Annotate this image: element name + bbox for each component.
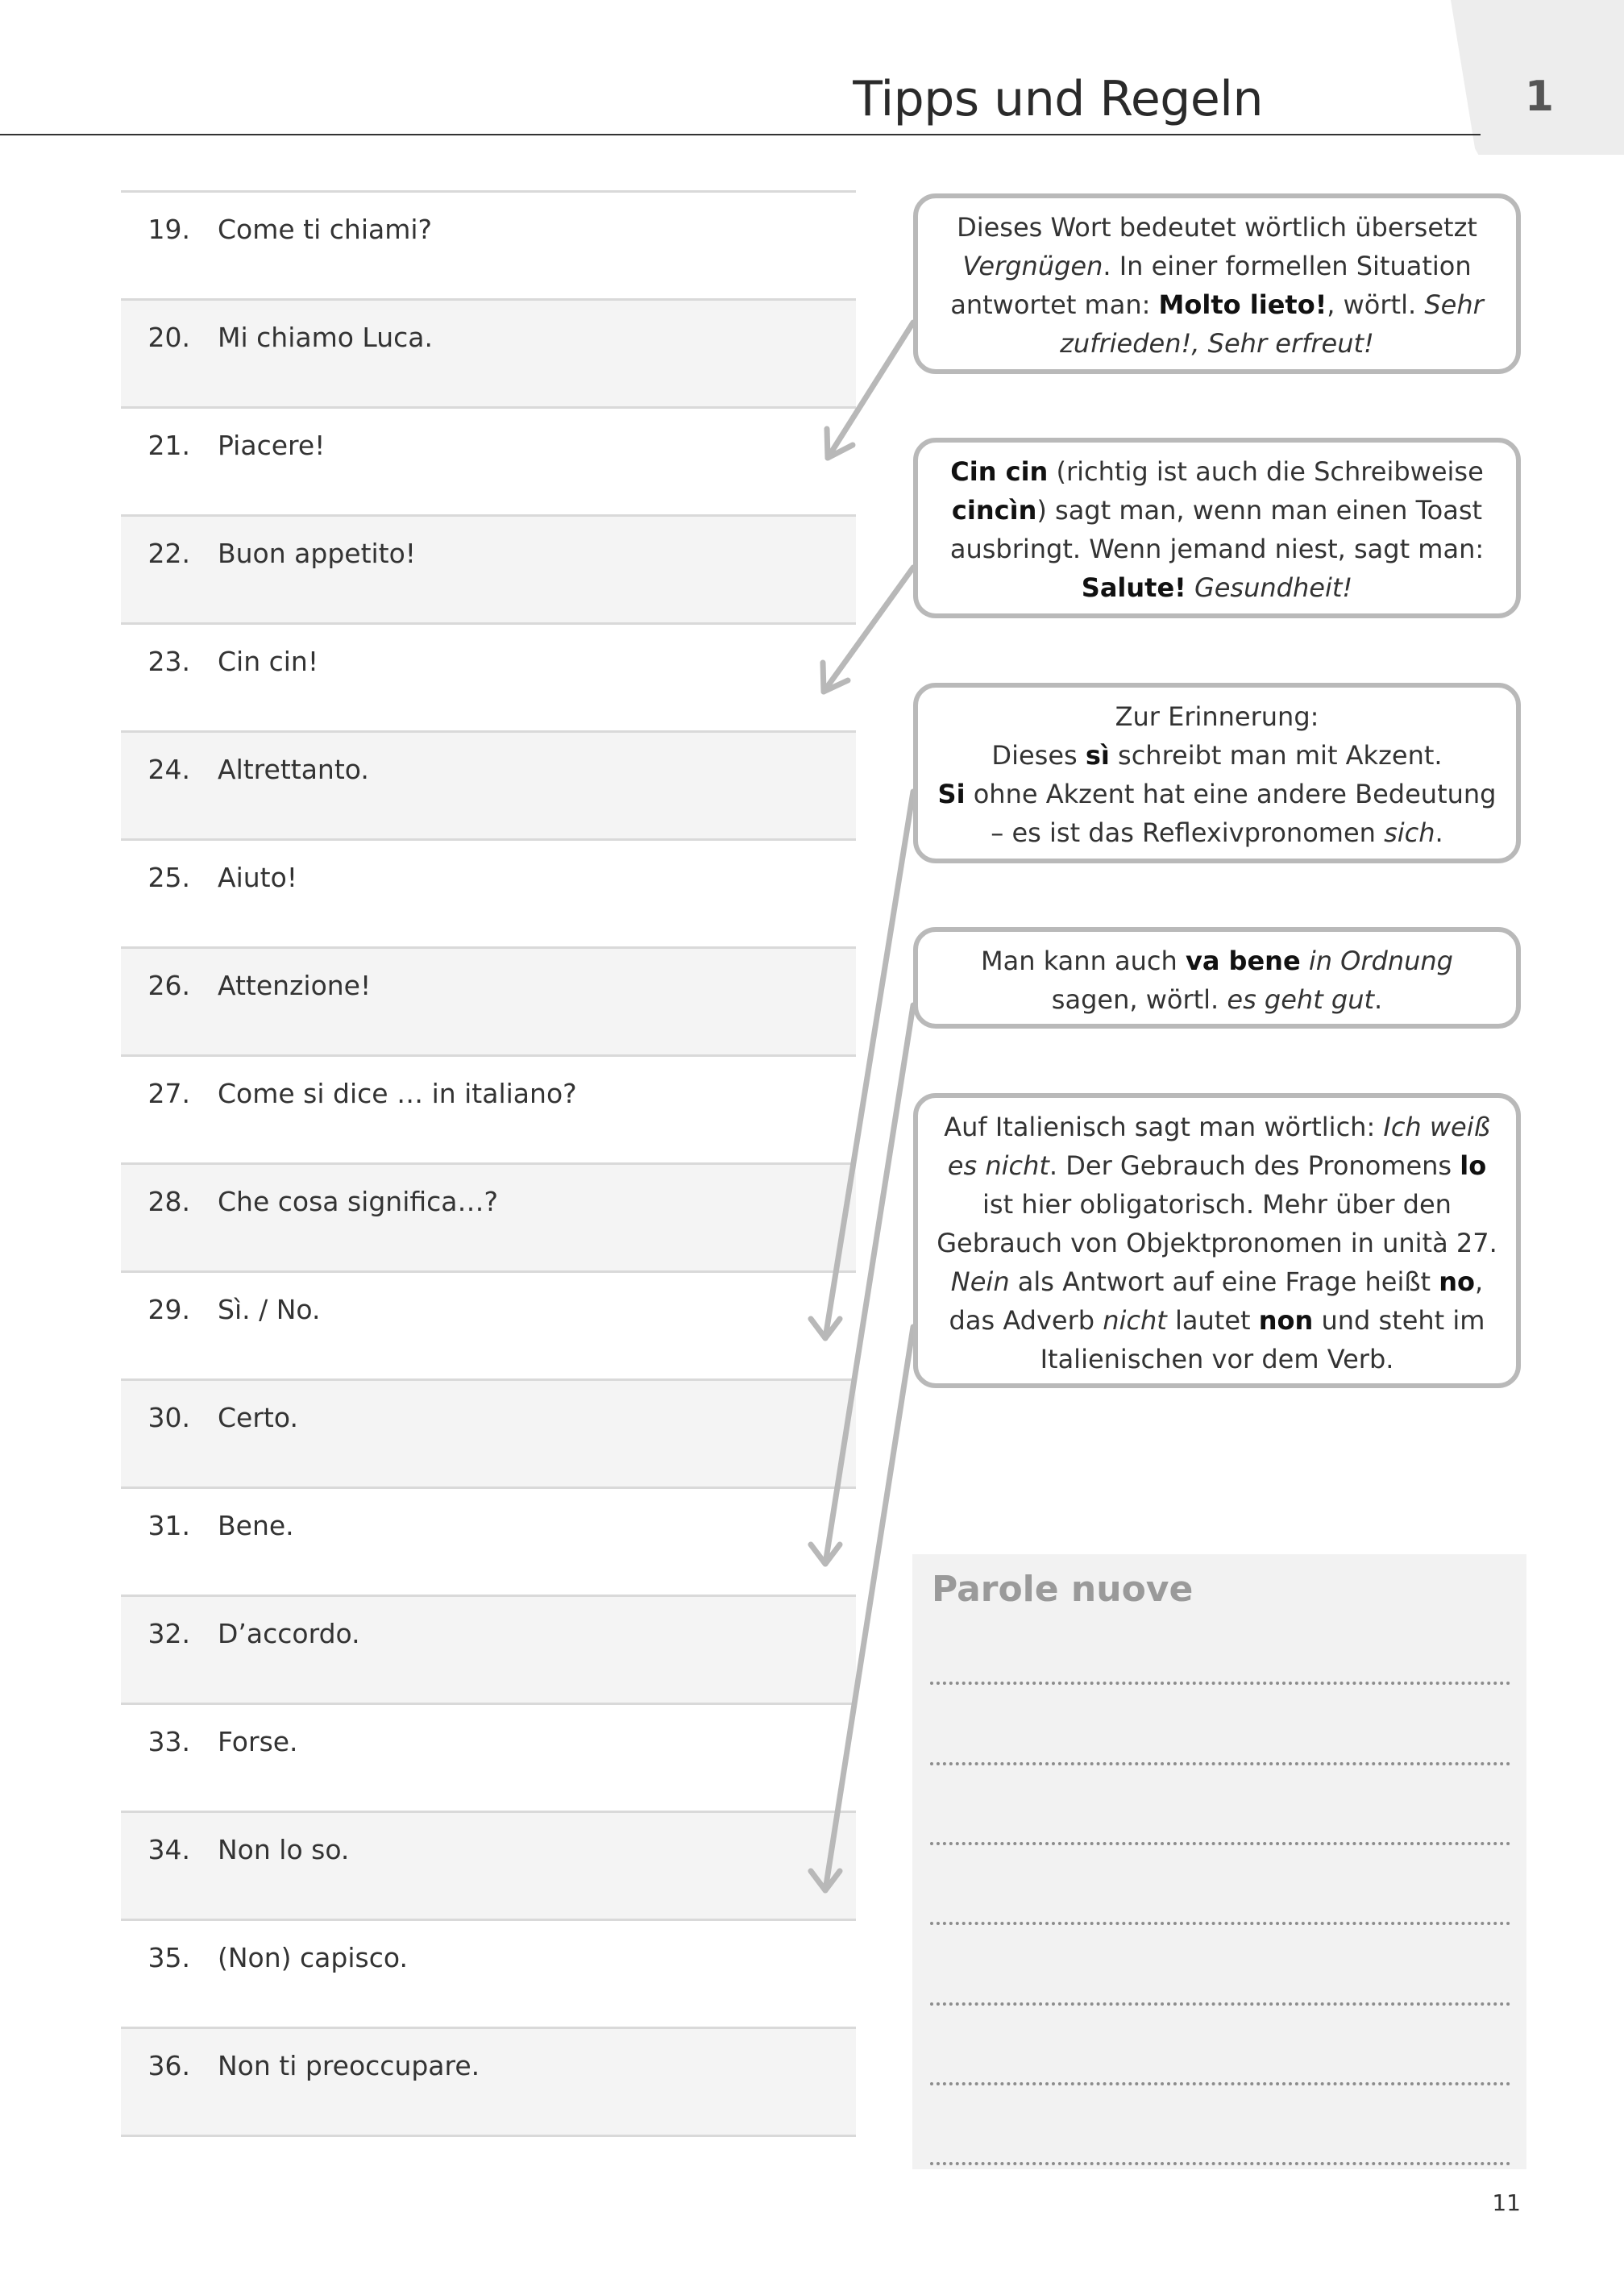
tip-text: schreibt man mit Akzent.: [1118, 740, 1443, 771]
phrase-number: 26.: [147, 970, 190, 1001]
phrase-number: 28.: [147, 1186, 190, 1217]
tip-text-italic: Nein: [950, 1266, 1010, 1297]
list-item: [121, 1378, 856, 1486]
tip-text-bold: Cin cin: [950, 456, 1049, 487]
phrase-text: Altrettanto.: [218, 754, 369, 785]
phrase-text: Come ti chiami?: [218, 214, 433, 245]
tip-text-bold: Salute!: [1081, 572, 1186, 603]
note-line[interactable]: [930, 1842, 1510, 1845]
list-item: [121, 1919, 856, 2027]
phrase-text: Aiuto!: [218, 862, 298, 893]
tip-text: , das Adverb: [949, 1266, 1484, 1336]
tip-text: Auf Italienisch sagt man wörtlich:: [944, 1112, 1376, 1142]
tip-box-non-lo-so: [913, 1093, 1521, 1388]
phrase-number: 34.: [147, 1834, 190, 1865]
tip-text: ist hier obligatorisch. Mehr über den Gebrauch von Objektpronomen in unità 27.: [937, 1189, 1497, 1258]
tip-text-bold: non: [1258, 1305, 1314, 1336]
phrase-number: 20.: [147, 322, 190, 353]
tip-text-bold: no: [1439, 1266, 1476, 1297]
phrase-number: 22.: [147, 538, 190, 569]
phrase-number: 25.: [147, 862, 190, 893]
tip-text: lautet: [1174, 1305, 1251, 1336]
list-item: [121, 622, 856, 730]
tip-box-piacere: [913, 193, 1521, 374]
phrase-number: 33.: [147, 1726, 190, 1757]
tip-text-italic: Gesundheit!: [1194, 572, 1353, 603]
list-item: [121, 730, 856, 838]
list-item: [121, 838, 856, 946]
phrase-text: Come si dice … in italiano?: [218, 1078, 577, 1109]
phrase-text: Attenzione!: [218, 970, 372, 1001]
phrase-text: Cin cin!: [218, 646, 319, 677]
tip-text-italic: nicht: [1103, 1305, 1167, 1336]
phrase-text: Non lo so.: [218, 1834, 350, 1865]
list-item: [121, 1162, 856, 1270]
phrase-text: Mi chiamo Luca.: [218, 322, 433, 353]
tip-text: (richtig ist auch die Schreibweise: [1056, 456, 1484, 487]
tip-box-cincin: [913, 438, 1521, 618]
tip-text: ) sagt man, wenn man einen Toast ausbringt. Wenn jemand niest, sagt man:: [949, 495, 1485, 564]
list-item: [121, 514, 856, 622]
tip-text: ohne Akzent hat eine andere Bedeutung – es ist das Reflexivpronomen: [973, 779, 1497, 848]
note-line[interactable]: [930, 1682, 1510, 1685]
page-title: Tipps und Regeln: [853, 71, 1263, 127]
list-item: [121, 1703, 856, 1811]
page-number: 11: [1492, 2189, 1521, 2216]
list-item: [121, 190, 856, 298]
list-item: [121, 406, 856, 514]
tip-text: Dieses: [991, 740, 1078, 771]
tip-text-italic: es geht gut: [1227, 984, 1375, 1015]
phrase-list: [121, 190, 856, 2137]
notes-panel: [912, 1554, 1526, 2169]
phrase-number: 31.: [147, 1510, 190, 1541]
tip-text: als Antwort auf eine Frage heißt: [1017, 1266, 1431, 1297]
phrase-text: Non ti preoccupare.: [218, 2050, 480, 2081]
note-line[interactable]: [930, 2002, 1510, 2006]
tip-text: .: [1435, 817, 1443, 848]
list-item: [121, 298, 856, 406]
tip-text-bold: va bene: [1185, 946, 1301, 976]
note-line[interactable]: [930, 2082, 1510, 2085]
phrase-number: 21.: [147, 430, 190, 461]
phrase-text: Bene.: [218, 1510, 294, 1541]
list-item: [121, 946, 856, 1054]
phrase-number: 23.: [147, 646, 190, 677]
phrase-text: Piacere!: [218, 430, 326, 461]
phrase-number: 32.: [147, 1618, 190, 1649]
notes-title: Parole nuove: [932, 1569, 1194, 1610]
tip-text: .: [1374, 984, 1383, 1015]
list-item: [121, 1270, 856, 1378]
tip-text: . Der Gebrauch des Pronomens: [1049, 1150, 1452, 1181]
tip-text-italic: Vergnügen: [962, 251, 1103, 281]
tip-text: , wörtl.: [1327, 289, 1417, 320]
phrase-number: 35.: [147, 1942, 190, 1973]
phrase-text: Forse.: [218, 1726, 298, 1757]
tip-text: sagen, wörtl.: [1051, 984, 1219, 1015]
tip-text-italic: in Ordnung: [1308, 946, 1453, 976]
phrase-number: 36.: [147, 2050, 190, 2081]
tip-text: . In einer formellen Situation antwortet man:: [950, 251, 1472, 320]
tip-text-bold: cincìn: [951, 495, 1037, 526]
phrase-number: 19.: [147, 214, 190, 245]
chapter-number: 1: [1524, 73, 1555, 121]
phrase-text: Che cosa significa…?: [218, 1186, 499, 1217]
phrase-text: Certo.: [218, 1402, 298, 1433]
phrase-text: Sì. / No.: [218, 1294, 321, 1325]
tip-text-italic: Ich weiß es nicht: [947, 1112, 1490, 1181]
note-line[interactable]: [930, 1922, 1510, 1925]
phrase-number: 27.: [147, 1078, 190, 1109]
tip-text-italic: Sehr zufrieden!, Sehr erfreut!: [1060, 289, 1484, 359]
note-line[interactable]: [930, 2162, 1510, 2165]
tip-text-bold: lo: [1460, 1150, 1487, 1181]
tip-text: Zur Erinnerung:: [1115, 701, 1319, 732]
phrase-number: 30.: [147, 1402, 190, 1433]
phrase-number: 24.: [147, 754, 190, 785]
phrase-text: Buon appetito!: [218, 538, 417, 569]
list-item: [121, 1486, 856, 1595]
tip-text: Dieses Wort bedeutet wörtlich übersetzt: [957, 212, 1477, 243]
tip-text-bold: Si: [937, 779, 966, 809]
phrase-number: 29.: [147, 1294, 190, 1325]
tip-text: und steht im Italienischen vor dem Verb.: [1040, 1305, 1485, 1374]
tip-text: Man kann auch: [981, 946, 1178, 976]
tip-text-bold: Molto lieto!: [1158, 289, 1327, 320]
header-divider: [0, 134, 1481, 135]
phrase-text: D’accordo.: [218, 1618, 360, 1649]
list-item: [121, 1811, 856, 1919]
list-item: [121, 1595, 856, 1703]
list-item: [121, 1054, 856, 1162]
tip-text-italic: sich: [1384, 817, 1435, 848]
tip-box-si: [913, 683, 1521, 863]
phrase-text: (Non) capisco.: [218, 1942, 408, 1973]
list-item: [121, 2027, 856, 2137]
tip-text-bold: sì: [1085, 740, 1110, 771]
note-line[interactable]: [930, 1762, 1510, 1765]
tip-box-bene: [913, 927, 1521, 1029]
